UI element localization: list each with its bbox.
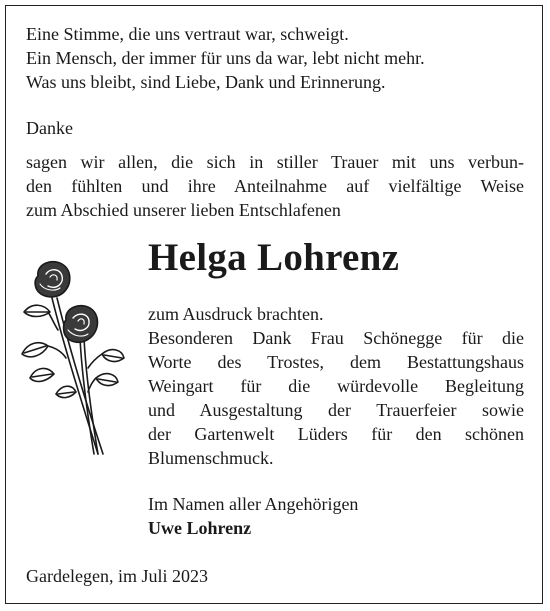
signature-line: Im Namen aller Angehörigen xyxy=(148,494,359,514)
thanks-line-2: den fühlten und ihre Anteilnahme auf vielfältige Weise xyxy=(26,176,524,196)
thanks-line-1: sagen wir allen, die sich in stiller Trauer mit uns verbun- xyxy=(26,152,524,172)
closing-line-7: Blumenschmuck. xyxy=(148,448,274,468)
closing-line-3: Worte des Trostes, dem Bestattungshaus xyxy=(148,352,524,372)
deceased-name: Helga Lohrenz xyxy=(148,236,400,279)
closing-line-5: und Ausgestaltung der Trauerfeier sowie xyxy=(148,400,524,420)
danke-heading: Danke xyxy=(26,118,73,138)
closing-line-1: zum Ausdruck brachten. xyxy=(148,304,324,324)
intro-line-2: Ein Mensch, der immer für uns da war, lebt nicht mehr. xyxy=(26,48,425,68)
place-date: Gardelegen, im Juli 2023 xyxy=(26,566,208,586)
closing-line-6: der Gartenwelt Lüders für den schönen xyxy=(148,424,524,444)
rose-icon xyxy=(18,258,126,458)
closing-line-4: Weingart für die würdevolle Begleitung xyxy=(148,376,524,396)
signature-name: Uwe Lohrenz xyxy=(148,518,252,538)
intro-line-3: Was uns bleibt, sind Liebe, Dank und Erinnerung. xyxy=(26,72,386,92)
closing-line-2: Besonderen Dank Frau Schönegge für die xyxy=(148,328,524,348)
intro-line-1: Eine Stimme, die uns vertraut war, schweigt. xyxy=(26,24,349,44)
thanks-line-3: zum Abschied unserer lieben Entschlafenen xyxy=(26,200,341,220)
